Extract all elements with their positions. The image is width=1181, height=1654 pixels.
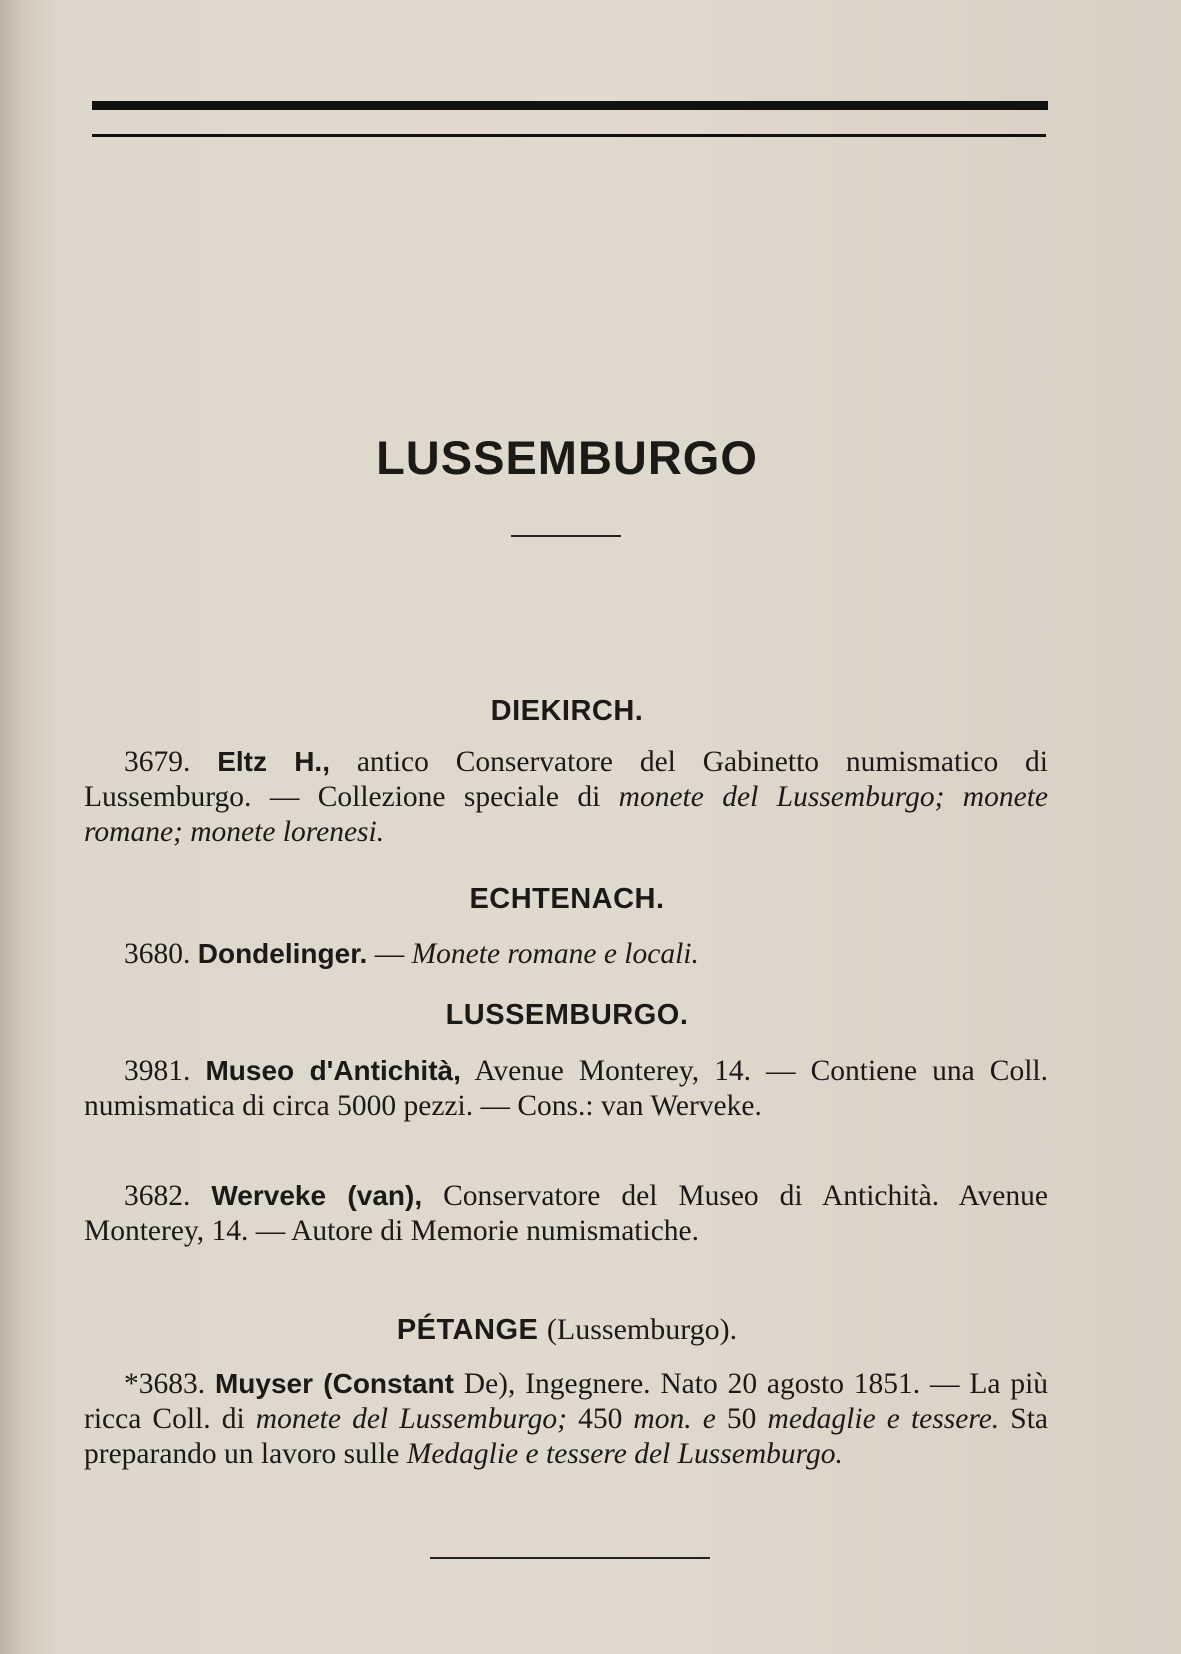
page-title: LUSSEMBURGO bbox=[376, 431, 758, 484]
section-heading-parenthetical: (Lussemburgo). bbox=[546, 1313, 738, 1346]
entry-text: antico Conservatore del Gabinetto numismatico di Lussemburgo. — Collezione speciale di bbox=[84, 746, 1049, 813]
entry-italic: mon. e bbox=[633, 1403, 716, 1435]
entry-3679 bbox=[84, 744, 1048, 850]
entry-italic: medaglie e tessere. bbox=[767, 1403, 1000, 1435]
section-heading-petange bbox=[0, 1313, 1134, 1347]
section-heading-lussemburgo: LUSSEMBURGO. bbox=[445, 999, 689, 1031]
entry-number: 3981. bbox=[124, 1055, 191, 1087]
section-heading-diekirch: DIEKIRCH. bbox=[490, 695, 644, 727]
entry-3682 bbox=[84, 1178, 1048, 1249]
entry-number: 3680. bbox=[124, 938, 191, 970]
entry-text: 450 bbox=[566, 1403, 634, 1435]
header-thick-rule bbox=[92, 101, 1048, 110]
entry-text: Sta preparando un lavoro sulle bbox=[84, 1403, 1048, 1470]
entry-3981 bbox=[84, 1053, 1048, 1124]
entry-3680 bbox=[84, 936, 1048, 972]
section-heading-echtenach: ECHTENACH. bbox=[469, 883, 665, 915]
entry-italic: monete del Lussemburgo; monete romane; monete lorenesi. bbox=[84, 781, 1048, 848]
entry-name: Muyser (Constant bbox=[214, 1368, 454, 1399]
entry-name: Dondelinger. bbox=[197, 938, 368, 969]
entry-3683 bbox=[84, 1366, 1048, 1472]
entry-number: 3682. bbox=[124, 1180, 191, 1212]
header-thin-rule bbox=[92, 134, 1046, 137]
entry-number: *3683. bbox=[124, 1368, 206, 1400]
entry-name: Eltz H., bbox=[217, 746, 330, 777]
entry-italic: monete del Lussemburgo; bbox=[255, 1403, 567, 1435]
entry-text: Avenue Monterey, 14. — Contiene una Coll. numismatica di circa 5000 pezzi. — Cons.: van Werveke. bbox=[84, 1055, 1048, 1122]
entry-text: De), Ingegnere. Nato 20 agosto 1851. — La più ricca Coll. di bbox=[84, 1368, 1049, 1435]
entry-italic: Medaglie e tessere del Lussemburgo. bbox=[406, 1438, 843, 1470]
entry-name: Werveke (van), bbox=[211, 1180, 423, 1211]
title-divider bbox=[511, 535, 621, 537]
entry-italic: Monete romane e locali. bbox=[411, 938, 699, 970]
section-heading-name: PÉTANGE bbox=[396, 1314, 539, 1346]
entry-text: Conservatore del Museo di Antichità. Avenue Monterey, 14. — Autore di Memorie numismatiche. bbox=[84, 1180, 1048, 1247]
entry-text: 50 bbox=[715, 1403, 768, 1435]
entry-text: — bbox=[367, 938, 412, 970]
bottom-divider bbox=[430, 1557, 710, 1559]
entry-name: Museo d'Antichità, bbox=[205, 1055, 461, 1086]
entry-number: 3679. bbox=[124, 746, 191, 778]
